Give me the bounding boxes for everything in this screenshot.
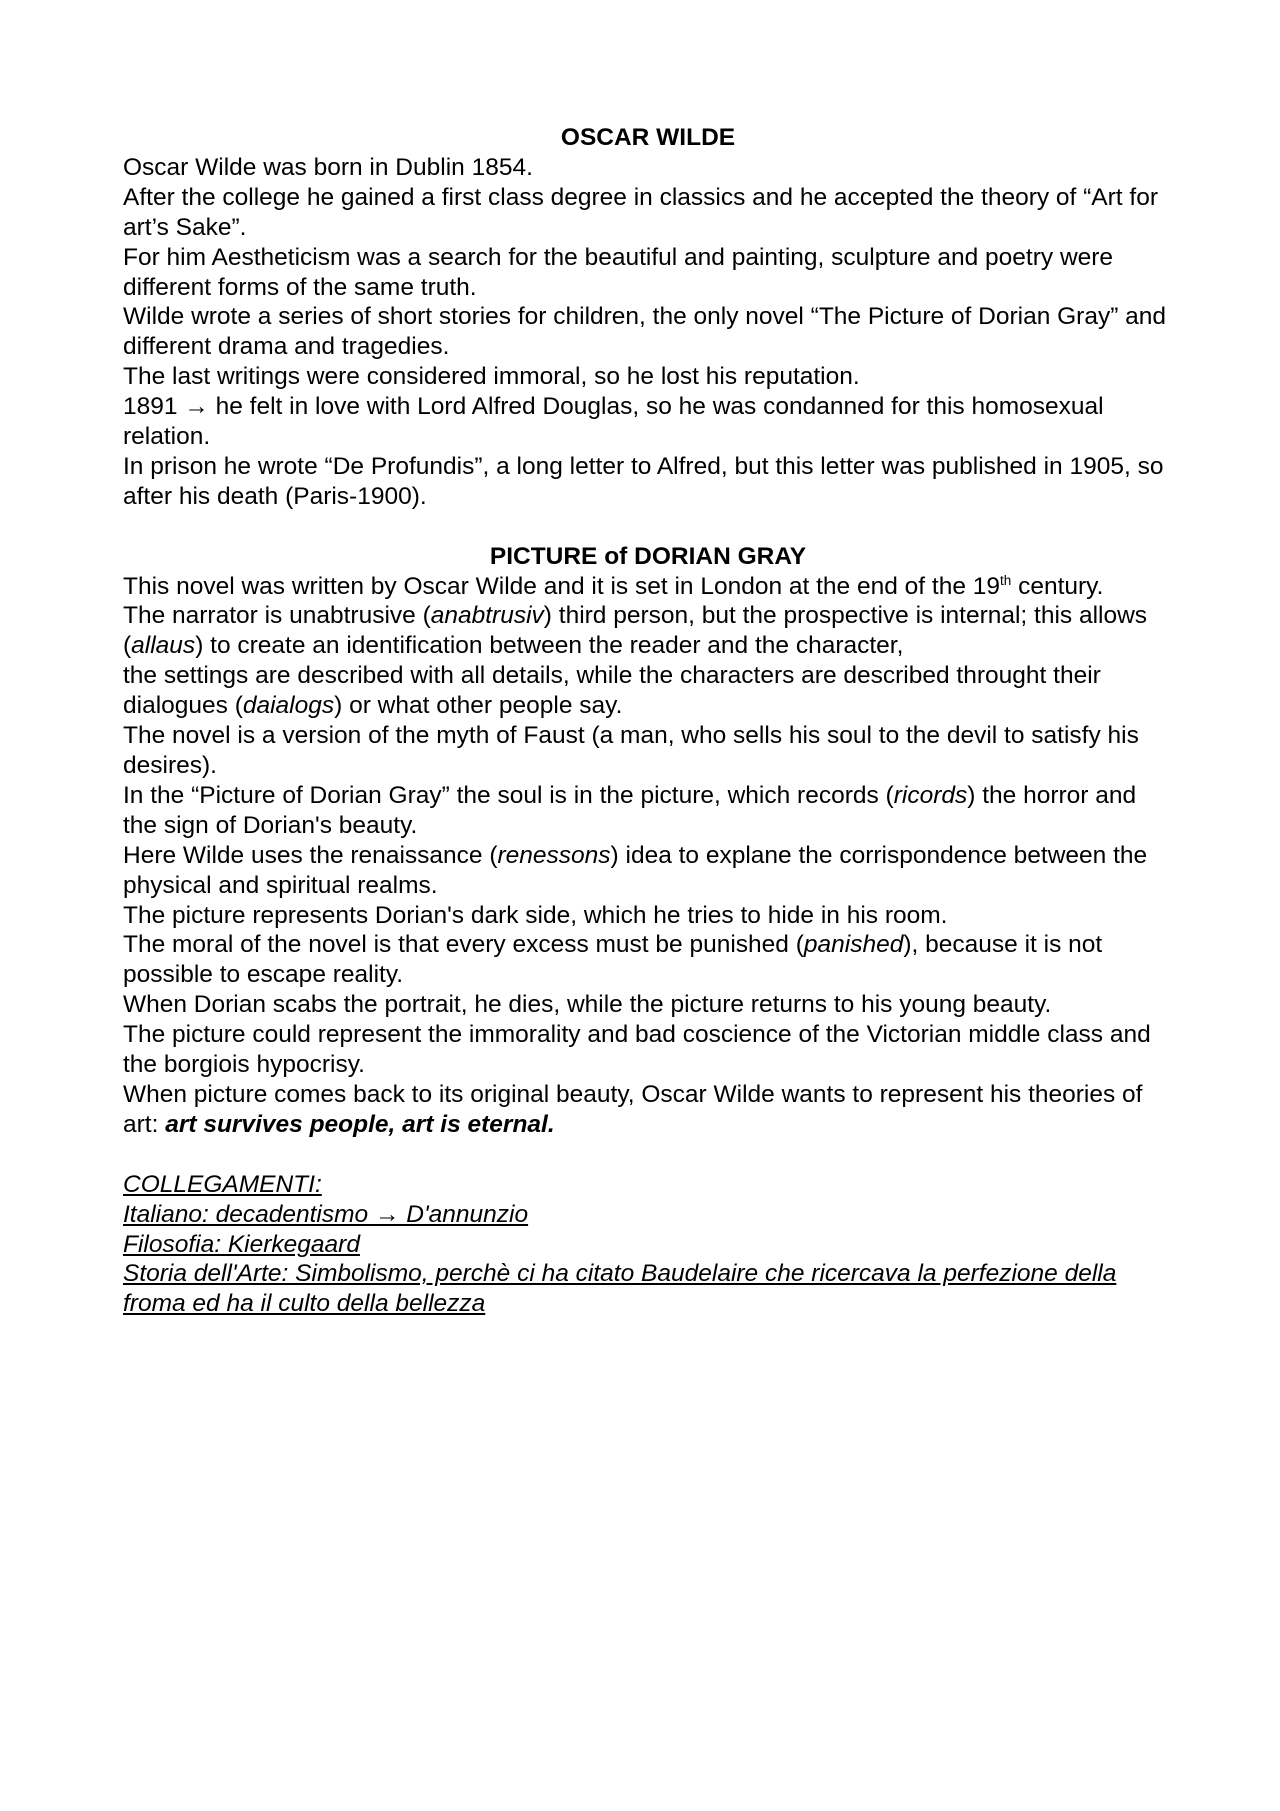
novel-paragraph [123, 930, 1173, 990]
pronunciation-note: allaus [131, 632, 196, 660]
text-run: ) idea to explane the corrispondence between the physical and spiritual realms. [123, 841, 1148, 899]
novel-paragraph [123, 1080, 1173, 1140]
superscript-ordinal: th [1000, 572, 1012, 588]
bio-paragraph: 1891 → he felt in love with Lord Alfred Douglas, so he was condanned for this homosexual relation. [123, 393, 1104, 451]
novel-paragraph: The picture could represent the immorality and bad coscience of the Victorian middle class and the borgiois hypocrisy. [123, 1021, 1151, 1079]
novel-paragraph [123, 841, 1173, 901]
text-run: ) or what other people say. [334, 692, 623, 720]
blank-line [123, 1140, 1173, 1170]
pronunciation-note: ricords [893, 781, 968, 809]
pronunciation-note: panished [803, 931, 904, 959]
pronunciation-note: anabtrusiv [430, 602, 544, 630]
links-heading: COLLEGAMENTI: [123, 1170, 322, 1198]
novel-paragraph: When Dorian scabs the portrait, he dies, while the picture returns to his young beauty. [123, 991, 1052, 1019]
bio-paragraph: After the college he gained a first class degree in classics and he accepted the theory of “Art for art’s Sake”. [123, 183, 1159, 241]
section-title-dorian-gray: PICTURE of DORIAN GRAY [489, 542, 807, 570]
text-run: The narrator is unabtrusive ( [123, 602, 431, 630]
blank-line [123, 512, 1173, 542]
bio-paragraph: For him Aestheticism was a search for the beautiful and painting, sculpture and poetry were different forms of the same truth. [123, 243, 1114, 301]
text-run: the settings are described with all details, while the characters are described throught their dialogues ( [123, 662, 1101, 720]
text-run: ), because it is not possible to escape reality. [123, 931, 1103, 989]
novel-paragraph [123, 661, 1173, 721]
document-page [123, 123, 1173, 1319]
bio-paragraph: The last writings were considered immoral, so he lost his reputation. [123, 363, 860, 391]
pronunciation-note: renessons [497, 841, 611, 869]
novel-paragraph [123, 601, 1173, 661]
text-run: ) third person, but the prospective is internal; this allows ( [123, 602, 1148, 660]
text-run: The moral of the novel is that every excess must be punished ( [123, 931, 804, 959]
link-item-italiano: Italiano: decadentismo → D'annunzio [123, 1200, 529, 1228]
text-run: This novel was written by Oscar Wilde and it is set in London at the end of the 19 [123, 572, 1001, 600]
text-run: Here Wilde uses the renaissance ( [123, 841, 498, 869]
text-run: ) the horror and the sign of Dorian's beauty. [123, 781, 1137, 839]
bio-paragraph: Wilde wrote a series of short stories for children, the only novel “The Picture of Dorian Gray” and different drama and tragedies. [123, 303, 1167, 361]
text-run: When picture comes back to its original beauty, Oscar Wilde wants to represent his theories of art: [123, 1080, 1143, 1138]
bio-paragraph: Oscar Wilde was born in Dublin 1854. [123, 153, 533, 181]
novel-paragraph: The picture represents Dorian's dark side, which he tries to hide in his room. [123, 901, 948, 929]
novel-paragraph [123, 572, 1173, 602]
bio-paragraph: In prison he wrote “De Profundis”, a long letter to Alfred, but this letter was published in 1905, so after his death (Paris-1900). [123, 452, 1164, 510]
novel-paragraph [123, 781, 1173, 841]
text-run: ) to create an identification between the reader and the character, [195, 632, 904, 660]
novel-paragraph: The novel is a version of the myth of Faust (a man, who sells his soul to the devil to satisfy his desires). [123, 722, 1139, 780]
section-title-oscar-wilde: OSCAR WILDE [560, 124, 736, 151]
key-statement: art survives people, art is eternal. [165, 1110, 555, 1138]
text-run: century. [1011, 572, 1104, 600]
text-run: In the “Picture of Dorian Gray” the soul is in the picture, which records ( [123, 781, 894, 809]
pronunciation-note: daialogs [242, 692, 335, 720]
link-item-storia-arte: Storia dell'Arte: Simbolismo, perchè ci ha citato Baudelaire che ricercava la perfezione della froma ed ha il culto della bellezza [123, 1260, 1117, 1318]
link-item-filosofia: Filosofia: Kierkegaard [123, 1230, 360, 1258]
